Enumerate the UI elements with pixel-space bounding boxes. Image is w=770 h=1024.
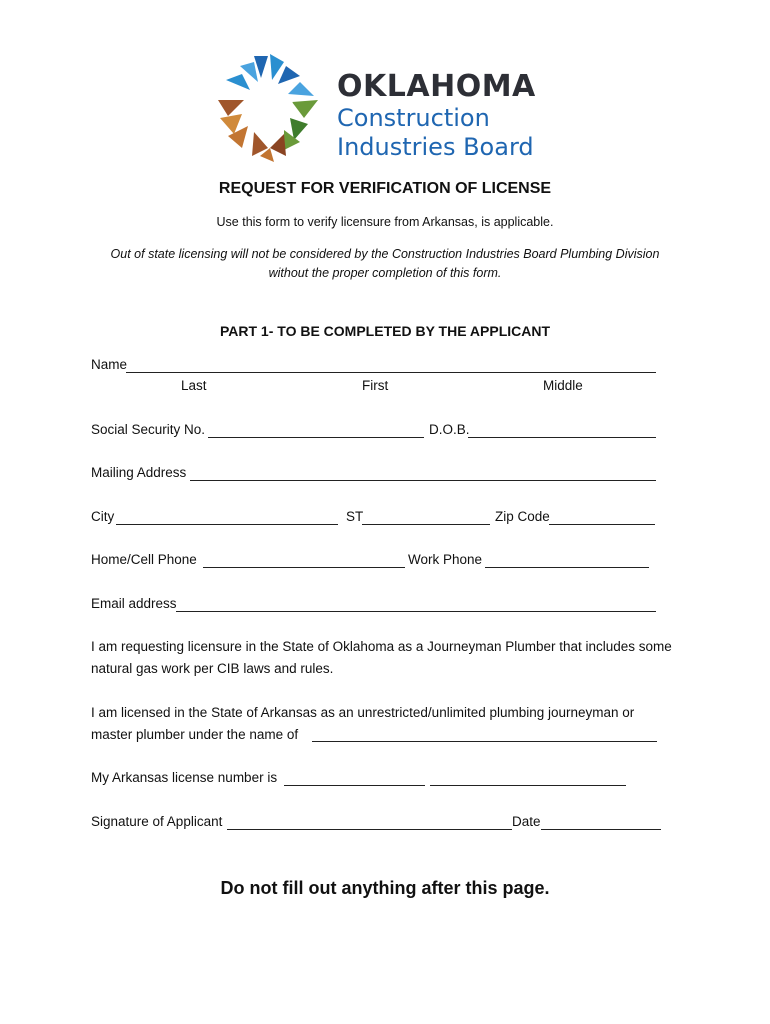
city-label: City: [91, 509, 115, 524]
cib-logo: [214, 52, 560, 164]
license-number-field-1[interactable]: [284, 785, 425, 786]
home-phone-label: Home/Cell Phone: [91, 552, 197, 567]
licensed-name-field[interactable]: [312, 741, 657, 742]
dob-label: D.O.B.: [429, 422, 470, 437]
zip-field[interactable]: [549, 524, 655, 525]
licensure-request-paragraph: I am requesting licensure in the State of Oklahoma as a Journeyman Plumber that includes some natural gas work per CIB laws and rules.: [91, 639, 672, 676]
work-phone-field[interactable]: [485, 567, 649, 568]
mailing-label: Mailing Address: [91, 465, 187, 480]
licensed-paragraph-line2: master plumber under the name of: [91, 727, 299, 742]
form-title: REQUEST FOR VERIFICATION OF LICENSE: [218, 180, 552, 197]
part1-heading: PART 1- TO BE COMPLETED BY THE APPLICANT: [219, 323, 551, 339]
mailing-field[interactable]: [190, 480, 656, 481]
work-phone-label: Work Phone: [408, 552, 483, 567]
first-label: First: [362, 378, 389, 393]
licensed-paragraph-line1: I am licensed in the State of Arkansas as an unrestricted/unlimited plumbing journeyman or: [91, 705, 635, 720]
date-field[interactable]: [541, 829, 661, 830]
name-field[interactable]: [126, 372, 656, 373]
date-label: Date: [512, 814, 541, 829]
st-label: ST: [346, 509, 364, 524]
zip-label: Zip Code: [495, 509, 550, 524]
logo-line-construction: Construction: [337, 104, 490, 132]
middle-label: Middle: [543, 378, 583, 393]
license-number-label: My Arkansas license number is: [91, 770, 278, 785]
form-subtitle: Use this form to verify licensure from Arkansas, is applicable.: [216, 215, 554, 229]
st-field[interactable]: [362, 524, 490, 525]
city-field[interactable]: [116, 524, 338, 525]
logo-line-oklahoma: OKLAHOMA: [337, 69, 536, 104]
email-label: Email address: [91, 596, 177, 611]
logo-line-industries-board: Industries Board: [337, 133, 534, 161]
last-label: Last: [181, 378, 207, 393]
signature-field[interactable]: [227, 829, 512, 830]
email-field[interactable]: [176, 611, 656, 612]
dob-field[interactable]: [468, 437, 656, 438]
logo-wordmark: [337, 70, 536, 162]
ssn-field[interactable]: [208, 437, 424, 438]
name-label: Name: [91, 357, 128, 372]
notice-line-2: without the proper completion of this form.: [268, 266, 502, 280]
license-number-field-2[interactable]: [430, 785, 626, 786]
home-phone-field[interactable]: [203, 567, 405, 568]
star-logo-icon: [214, 52, 326, 164]
notice-line-1: Out of state licensing will not be considered by the Construction Industries Board Plumbing Division: [110, 247, 660, 261]
ssn-label: Social Security No.: [91, 422, 206, 437]
footer-note: Do not fill out anything after this page.: [220, 878, 550, 898]
signature-label: Signature of Applicant: [91, 814, 223, 829]
